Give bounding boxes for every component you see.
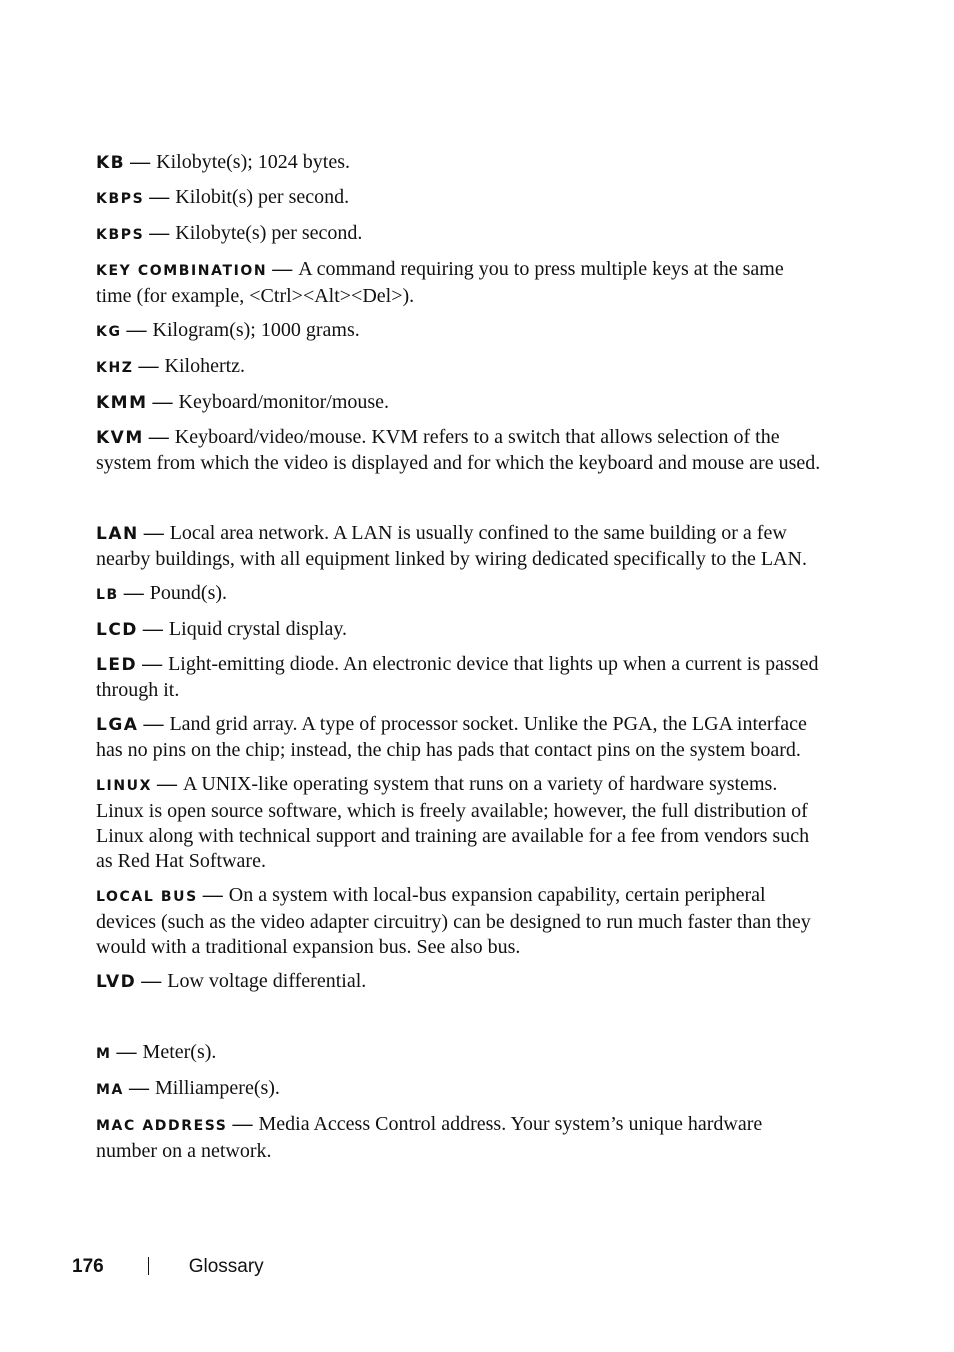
glossary-definition: Kilogram(s); 1000 grams. xyxy=(152,319,360,341)
glossary-term: KVM xyxy=(96,428,144,448)
em-dash: — xyxy=(143,713,164,735)
glossary-entry xyxy=(96,318,824,345)
glossary-entry xyxy=(96,390,824,416)
glossary-definition: Pound(s). xyxy=(149,582,228,604)
glossary-entry xyxy=(96,1112,824,1164)
glossary-term: KBPS xyxy=(96,191,145,207)
glossary-definition: Meter(s). xyxy=(142,1041,217,1063)
glossary-term: MAC ADDRESS xyxy=(96,1118,228,1134)
glossary-entry xyxy=(96,969,824,995)
page-footer xyxy=(72,1256,264,1278)
glossary-definition: Milliampere(s). xyxy=(154,1077,280,1099)
em-dash: — xyxy=(138,355,159,377)
glossary-entry xyxy=(96,883,824,960)
glossary-term: LGA xyxy=(96,715,139,735)
glossary-entry xyxy=(96,652,824,703)
em-dash: — xyxy=(128,1077,149,1099)
glossary-term: M xyxy=(96,1046,112,1062)
em-dash: — xyxy=(232,1113,253,1135)
glossary-definition: Kilobit(s) per second. xyxy=(175,186,350,208)
em-dash: — xyxy=(141,970,162,992)
em-dash: — xyxy=(202,884,223,906)
glossary-term: LED xyxy=(96,655,138,675)
glossary-entry xyxy=(96,354,824,381)
glossary-term: LCD xyxy=(96,620,138,640)
glossary-entry xyxy=(96,712,824,763)
em-dash: — xyxy=(126,319,147,341)
glossary-entry xyxy=(96,617,824,643)
section-gap xyxy=(96,485,824,521)
glossary-term: KBPS xyxy=(96,227,145,243)
em-dash: — xyxy=(130,151,151,173)
em-dash: — xyxy=(116,1041,137,1063)
glossary-definition: Local area network. A LAN is usually confined to the same building or a few nearby buildings, with all equipment linked by wiring dedicated specifically to the LAN. xyxy=(96,522,807,570)
glossary-term: KB xyxy=(96,153,126,173)
glossary-term: KHZ xyxy=(96,360,134,376)
glossary-definition: Land grid array. A type of processor socket. Unlike the PGA, the LGA interface has no pins on the chip; instead, the chip has pads that contact pins on the system board. xyxy=(96,713,807,761)
glossary-term: LB xyxy=(96,587,119,603)
glossary-entry xyxy=(96,257,824,309)
em-dash: — xyxy=(142,653,163,675)
glossary-definition: Media Access Control address. Your system’s unique hardware number on a network. xyxy=(96,1113,763,1162)
section-k xyxy=(96,150,824,476)
glossary-definition: Kilohertz. xyxy=(164,355,246,377)
glossary-term: KG xyxy=(96,324,122,340)
em-dash: — xyxy=(148,426,169,448)
em-dash: — xyxy=(157,773,178,795)
em-dash: — xyxy=(123,582,144,604)
glossary-term: KMM xyxy=(96,393,148,413)
glossary-definition: Liquid crystal display. xyxy=(168,618,348,640)
glossary-term: KEY COMBINATION xyxy=(96,263,268,279)
glossary-definition: Kilobyte(s); 1024 bytes. xyxy=(156,151,351,173)
glossary-term: MA xyxy=(96,1082,124,1098)
glossary-definition: A command requiring you to press multiple keys at the same time (for example, <Ctrl><Alt><Del>). xyxy=(96,258,784,307)
glossary-definition: On a system with local-bus expansion capability, certain peripheral devices (such as the video adapter circuitry) can be designed to run much faster than they would with a traditional expansion bus. See also bus. xyxy=(96,884,811,958)
em-dash: — xyxy=(152,391,173,413)
glossary-definition: Keyboard/video/mouse. KVM refers to a switch that allows selection of the system from which the video is displayed and for which the keyboard and mouse are used. xyxy=(96,426,821,474)
glossary-definition: A UNIX-like operating system that runs on a variety of hardware systems. Linux is open source software, which is freely available; however, the full distribution of Linux along with technical support and training are available for a fee from vendors such as Red Hat Software. xyxy=(96,773,810,872)
glossary-entry xyxy=(96,1040,824,1067)
em-dash: — xyxy=(143,522,164,544)
section-gap xyxy=(96,1004,824,1040)
glossary-entry xyxy=(96,425,824,476)
glossary-entry xyxy=(96,185,824,212)
page-number: 176 xyxy=(72,1256,104,1277)
glossary-definition: Low voltage differential. xyxy=(167,970,367,992)
em-dash: — xyxy=(149,222,170,244)
glossary-definition: Keyboard/monitor/mouse. xyxy=(178,391,390,413)
glossary-content xyxy=(96,150,824,1173)
glossary-term: LOCAL BUS xyxy=(96,889,198,905)
glossary-term: LVD xyxy=(96,972,137,992)
section-l xyxy=(96,521,824,995)
em-dash: — xyxy=(272,258,293,280)
glossary-term: LINUX xyxy=(96,778,153,794)
glossary-definition: Light-emitting diode. An electronic device that lights up when a current is passed through it. xyxy=(96,653,819,701)
glossary-term: LAN xyxy=(96,524,139,544)
glossary-entry xyxy=(96,150,824,176)
em-dash: — xyxy=(142,618,163,640)
glossary-entry xyxy=(96,581,824,608)
glossary-entry xyxy=(96,221,824,248)
glossary-entry xyxy=(96,772,824,874)
footer-section-title: Glossary xyxy=(188,1256,264,1277)
section-m xyxy=(96,1040,824,1164)
glossary-entry xyxy=(96,1076,824,1103)
footer-divider xyxy=(148,1257,149,1275)
glossary-entry xyxy=(96,521,824,572)
glossary-definition: Kilobyte(s) per second. xyxy=(175,222,363,244)
em-dash: — xyxy=(149,186,170,208)
